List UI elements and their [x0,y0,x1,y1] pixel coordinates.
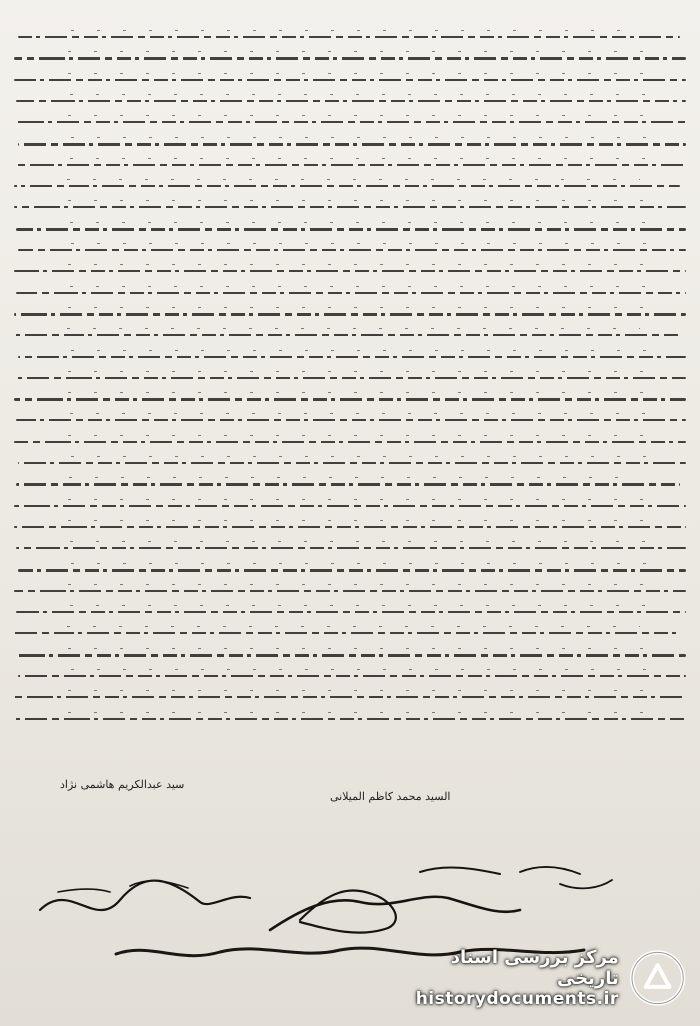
handwritten-line [18,675,686,677]
handwritten-line [16,164,686,166]
handwritten-line [14,590,686,592]
signature-area [0,760,700,960]
handwritten-line [18,143,686,146]
handwritten-line [14,121,686,123]
handwritten-line [18,569,686,572]
handwritten-line [14,441,686,443]
handwritten-line [16,483,680,486]
handwritten-line [18,249,686,251]
handwritten-line [14,270,686,272]
handwritten-persian-text [14,28,686,738]
watermark-title: مرکز بررسی اسناد تاریخی [450,947,619,989]
handwritten-line [14,206,686,208]
handwritten-line [16,100,686,102]
handwritten-signatures [0,760,700,960]
handwritten-line [16,228,686,231]
watermark [386,938,686,1018]
handwritten-line [18,462,686,464]
handwritten-line [16,292,686,294]
signature-caption-right: السید محمد کاظم المیلانی [330,790,451,803]
handwritten-line [14,654,686,657]
signature-caption-left: سید عبدالکریم هاشمی نژاد [60,778,185,791]
handwritten-line [14,79,686,81]
handwritten-line [14,185,680,187]
handwritten-line [14,632,680,634]
watermark-url: historydocuments.ir [415,989,619,1009]
handwritten-line [14,696,686,698]
handwritten-line [14,505,686,507]
handwritten-line [14,526,686,528]
handwritten-line [18,356,686,358]
archive-logo-icon [629,949,686,1007]
handwritten-line [14,313,686,316]
handwritten-line [14,334,680,336]
handwritten-line [14,398,686,401]
handwritten-line [14,718,686,720]
handwritten-line [16,611,686,613]
handwritten-line [18,36,680,38]
handwritten-line [16,547,686,549]
handwritten-line [16,419,686,421]
handwritten-line [14,57,686,60]
handwritten-line [14,377,686,379]
